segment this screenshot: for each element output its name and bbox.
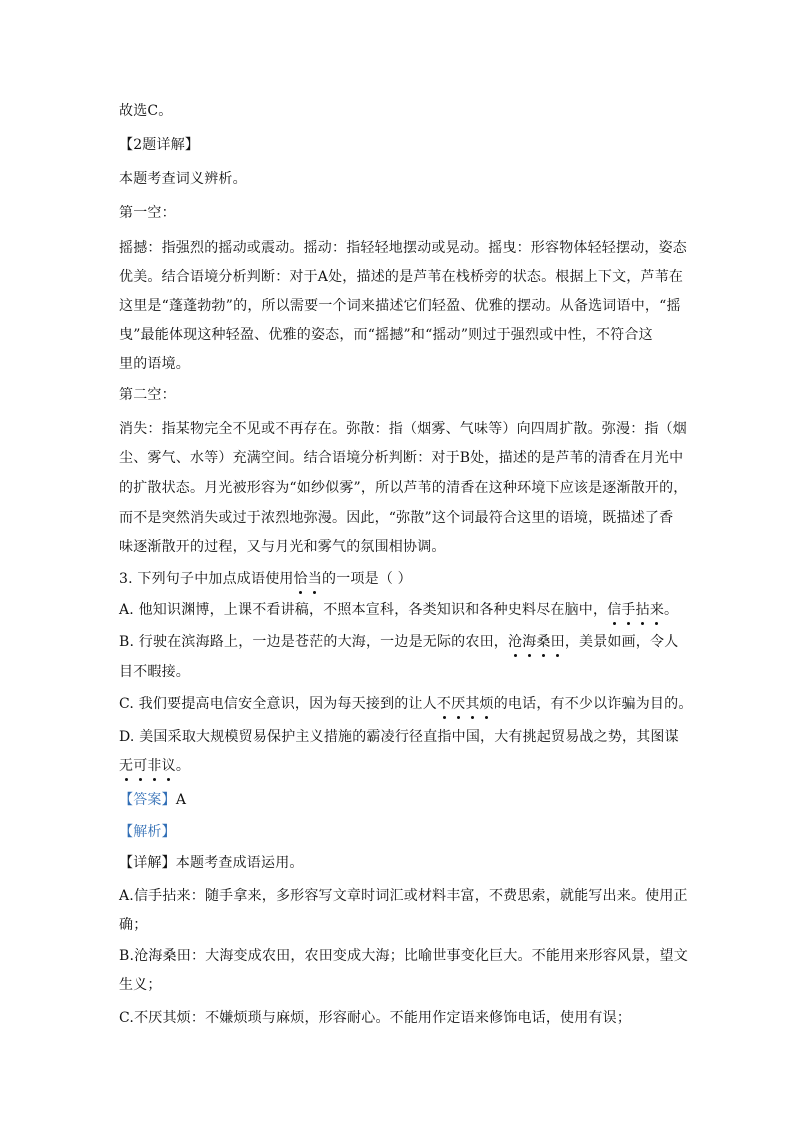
idiom-char: 田 — [550, 634, 565, 650]
option-d: D. 美国采取大规模贸易保护主义措施的霸凌行径直指中国，大有挑起贸易战之势，其图谋 — [119, 729, 679, 745]
text-line: 优美。结合语境分析判断：对于A处，描述的是芦苇在栈桥旁的状态。根据上下文，芦苇在 — [119, 269, 684, 285]
idiom-char: 来 — [649, 602, 665, 618]
idiom-char: 无 — [119, 758, 134, 774]
option-a — [119, 600, 678, 620]
answer-value: A — [175, 792, 187, 808]
question-text: 3. 下列句子中加点成语使用 — [119, 571, 294, 587]
analysis-line: C.不厌其烦：不嫌烦琐与麻烦，形容耐心。不能用作定语来修饰电话，使用有误； — [119, 1010, 632, 1026]
option-b — [119, 632, 678, 652]
question-text: 的一项是（ ） — [322, 571, 412, 587]
idiom-char: 非 — [147, 758, 162, 774]
question-3 — [119, 569, 412, 589]
idiom-char: 拈 — [635, 602, 650, 618]
answer-line — [119, 790, 186, 810]
idiom-char: 议 — [161, 758, 176, 774]
analysis-line: A.信手拈来：随手拿来，多形容写文章时词汇或材料丰富，不费思索，就能写出来。使用正 — [119, 888, 688, 904]
idiom-char: 信 — [607, 602, 622, 618]
text-line: 味逐渐散开的过程，又与月光和雾气的氛围相协调。 — [119, 539, 446, 555]
analysis-line: B.沧海桑田：大海变成农田，农田变成大海；比喻世事变化巨大。不能用来形容风景，望文 — [119, 948, 688, 964]
text-line: 消失：指某物完全不见或不再存在。弥散：指（烟雾、气味等）向四周扩散。弥漫：指（烟 — [119, 421, 687, 437]
text-line: 尘、雾气、水等）充满空间。结合语境分析判断：对于B处，描述的是芦苇的清香在月光中 — [119, 450, 684, 466]
analysis-line: 【详解】本题考查成语运用。 — [119, 855, 304, 871]
text-line: 而不是突然消失或过于浓烈地弥漫。因此，“弥散”这个词最符合这里的语境，既描述了香 — [119, 510, 674, 526]
option-b-continued: 目不暇接。 — [119, 664, 190, 680]
idiom-char: 沧 — [508, 634, 523, 650]
text-line: 故选C。 — [119, 103, 173, 119]
idiom-char: 不 — [436, 696, 452, 712]
analysis-tag: 【解析】 — [119, 824, 176, 840]
text-line: 第二空： — [119, 387, 176, 403]
text-line: 曳”最能体现这种轻盈、优雅的姿态，而“摇撼”和“摇动”则过于强烈或中性，不符合这 — [119, 327, 653, 343]
text-line: 本题考查词义辨析。 — [119, 171, 247, 187]
option-text: 的电话，有不少以诈骗为目的。 — [493, 696, 693, 712]
section-heading: 【2题详解】 — [119, 137, 200, 153]
option-text: C. 我们要提高电信安全意识，因为每天接到的让人 — [119, 696, 437, 712]
idiom-char: 其 — [465, 696, 480, 712]
analysis-line: 生义； — [119, 977, 162, 993]
analysis-line: 确； — [119, 917, 148, 933]
option-text: ，美景如画，令人 — [564, 634, 679, 650]
idiom-char: 桑 — [536, 634, 551, 650]
emphasis-char: 当 — [307, 571, 323, 587]
idiom-char: 可 — [133, 758, 148, 774]
text-line: 第一空： — [119, 205, 176, 221]
text-line: 摇撼：指强烈的摇动或震动。摇动：指轻轻地摆动或晃动。摇曳：形容物体轻轻摆动，姿态 — [119, 240, 687, 256]
idiom-char: 烦 — [479, 696, 494, 712]
option-d-continued — [119, 756, 190, 776]
text-line: 这里是“蓬蓬勃勃”的，所以需要一个词来描述它们轻盈、优雅的摆动。从备选词语中，“摇 — [119, 298, 681, 314]
option-c — [119, 694, 693, 714]
text-line: 里的语境。 — [119, 356, 190, 372]
emphasis-char: 恰 — [293, 571, 308, 587]
option-text: 。 — [175, 758, 191, 774]
option-text: A. 他知识渊博，上课不看讲稿，不照本宣科，各类知识和各种史料尽在脑中， — [119, 602, 608, 618]
answer-tag: 【答案】 — [119, 792, 176, 808]
idiom-char: 手 — [621, 602, 636, 618]
option-text: B. 行驶在滨海路上，一边是苍茫的大海，一边是无际的农田， — [119, 634, 508, 650]
idiom-char: 海 — [522, 634, 537, 650]
option-text: 。 — [664, 602, 679, 618]
idiom-char: 厌 — [451, 696, 466, 712]
text-line: 的扩散状态。月光被形容为“如纱似雾”，所以芦苇的清香在这种环境下应该是逐渐散开的， — [119, 480, 688, 496]
